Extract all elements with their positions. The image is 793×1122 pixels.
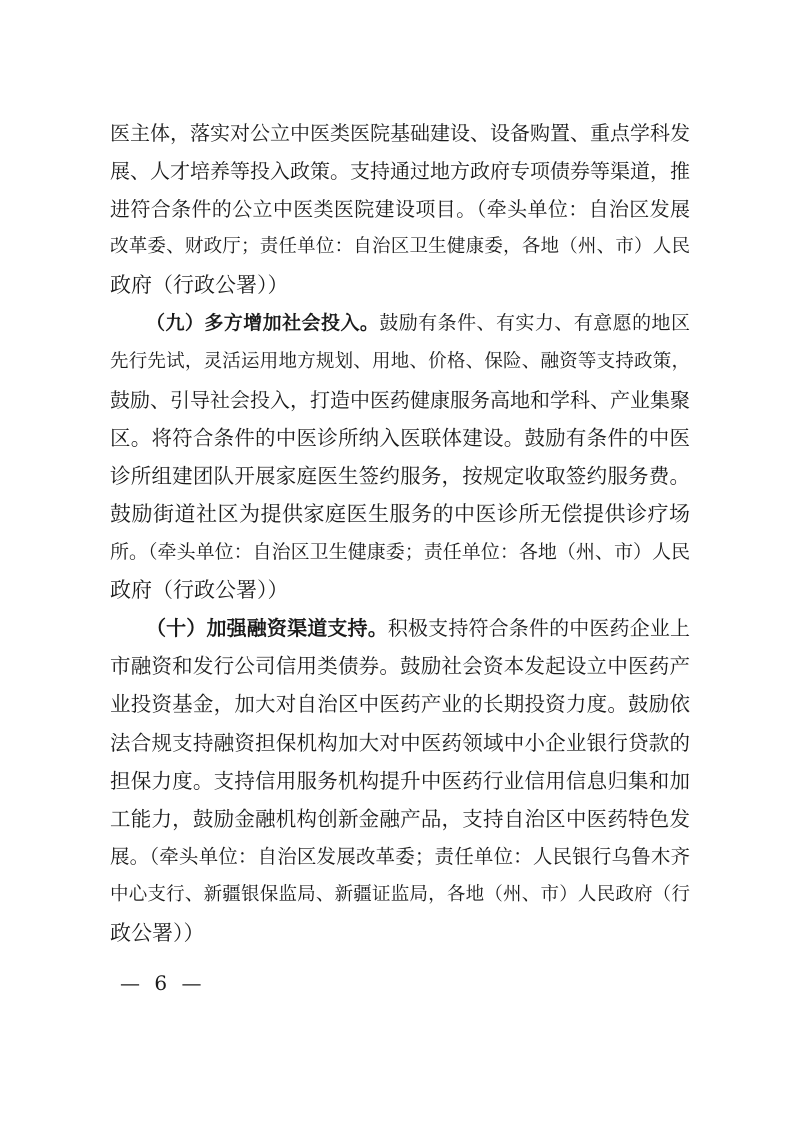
text-line: 鼓励、引导社会投入，打造中医药健康服务高地和学科、产业集聚 <box>110 387 690 412</box>
text-line: 区。将符合条件的中医诊所纳入医联体建设。鼓励有条件的中医 <box>110 425 690 450</box>
text-line: 展。（牵头单位：自治区发展改革委；责任单位：人民银行乌鲁木齐 <box>110 844 690 868</box>
text-line: 先行先试，灵活运用地方规划、用地、价格、保险、融资等支持政策， <box>110 350 690 372</box>
section-10-first-line <box>110 609 690 647</box>
text-line: 法合规支持融资担保机构加大对中医药领域中小企业银行贷款的 <box>110 730 690 755</box>
text-line: 进符合条件的公立中医类医院建设项目。（牵头单位：自治区发展 <box>110 197 690 222</box>
page-number: — 6 — <box>120 971 206 995</box>
text-line: 中心支行、新疆银保监局、新疆证监局，各地（州、市）人民政府（行 <box>110 883 690 905</box>
text-line: 市融资和发行公司信用类债券。鼓励社会资本发起设立中医药产 <box>110 654 690 679</box>
text-line: 所。（牵头单位：自治区卫生健康委；责任单位：各地（州、市）人民 <box>110 541 690 564</box>
section-10-first-text: 积极支持符合条件的中医药企业上 <box>387 616 691 641</box>
section-10-heading: （十）加强融资渠道支持。 <box>146 616 388 641</box>
section-9-heading: （九）多方增加社会投入。 <box>146 312 380 335</box>
body-text <box>110 114 690 952</box>
text-line: 政府（行政公署）） <box>110 273 289 298</box>
text-line: 政公署）） <box>110 920 205 945</box>
section-9-first-text: 鼓励有条件、有实力、有意愿的地区 <box>379 312 690 335</box>
text-line: 业投资基金，加大对自治区中医药产业的长期投资力度。鼓励依 <box>110 692 690 717</box>
text-line: 鼓励街道社区为提供家庭医生服务的中医诊所无偿提供诊疗场 <box>110 501 690 526</box>
text-line: 工能力，鼓励金融机构创新金融产品，支持自治区中医药特色发 <box>110 806 690 831</box>
section-9-first-line <box>110 304 690 342</box>
text-line: 展、人才培养等投入政策。支持通过地方政府专项债券等渠道，推 <box>110 159 690 184</box>
text-line: 担保力度。支持信用服务机构提升中医药行业信用信息归集和加 <box>110 768 690 793</box>
text-line: 改革委、财政厅；责任单位：自治区卫生健康委，各地（州、市）人民 <box>110 236 690 258</box>
text-line: 政府（行政公署）） <box>110 578 289 603</box>
text-line: 医主体，落实对公立中医类医院基础建设、设备购置、重点学科发 <box>110 121 690 145</box>
text-line: 诊所组建团队开展家庭医生签约服务，按规定收取签约服务费。 <box>110 463 690 488</box>
